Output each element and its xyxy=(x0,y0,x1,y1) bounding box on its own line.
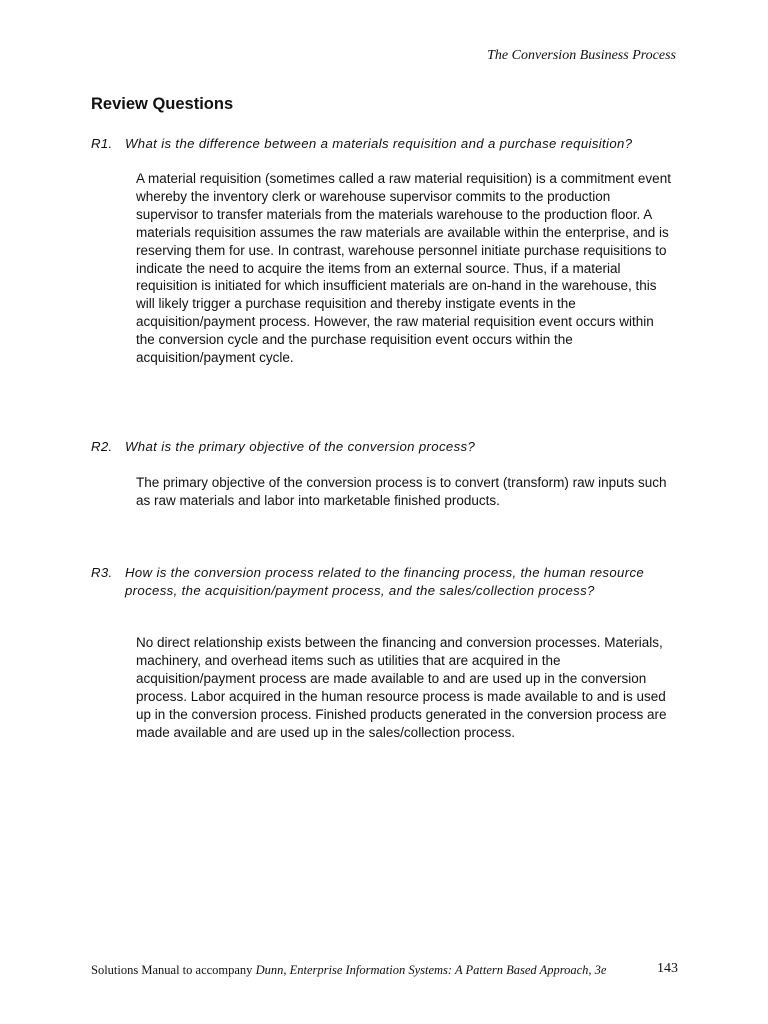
question-text: How is the conversion process related to the financing process, the human resource process, the acquisition/payment process, and the sales/collection process? xyxy=(125,565,645,598)
section-title: Review Questions xyxy=(91,95,234,113)
answer-r3: No direct relationship exists between the financing and conversion processes. Materials, machinery, and overhead items such as utilities that are acquired in the acquisition/payment process are made available to and are used up in the conversion process. Labor acquired in the human resource process is made available to and is used up in the conversion process. Finished products generated in the conversion process are made available and are used up in the sales/collection process. xyxy=(136,635,667,740)
question-number: R2. xyxy=(91,439,113,454)
footer-book-title: Dunn, Enterprise Information Systems: A Pattern Based Approach, 3e xyxy=(255,963,607,977)
running-header-title: The Conversion Business Process xyxy=(487,48,676,63)
page-number: 143 xyxy=(657,961,678,976)
question-r1 xyxy=(91,135,681,153)
footer-prefix: Solutions Manual to accompany xyxy=(91,963,256,977)
question-text: What is the difference between a materials requisition and a purchase requisition? xyxy=(125,136,633,151)
question-number: R1. xyxy=(91,136,113,151)
question-r3 xyxy=(91,564,681,599)
question-text: What is the primary objective of the conversion process? xyxy=(125,439,476,454)
footer-citation xyxy=(91,963,606,978)
question-number: R3. xyxy=(91,565,113,580)
answer-r2: The primary objective of the conversion process is to convert (transform) raw inputs such as raw materials and labor into marketable finished products. xyxy=(136,475,667,508)
question-r2 xyxy=(91,438,681,456)
answer-r1: A material requisition (sometimes called a raw material requisition) is a commitment event whereby the inventory clerk or warehouse supervisor commits to the production supervisor to transfer materials from the materials warehouse to the production floor. A materials requisition assumes the raw materials are available within the enterprise, and is reserving them for use. In contrast, warehouse personnel initiate purchase requisitions to indicate the need to acquire the items from an external source. Thus, if a material requisition is initiated for which insufficient materials are on-hand in the warehouse, this will likely trigger a purchase requisition and thereby instigate events in the acquisition/payment process. However, the raw material requisition event occurs within the conversion cycle and the purchase requisition event occurs within the acquisition/payment cycle. xyxy=(136,171,671,366)
